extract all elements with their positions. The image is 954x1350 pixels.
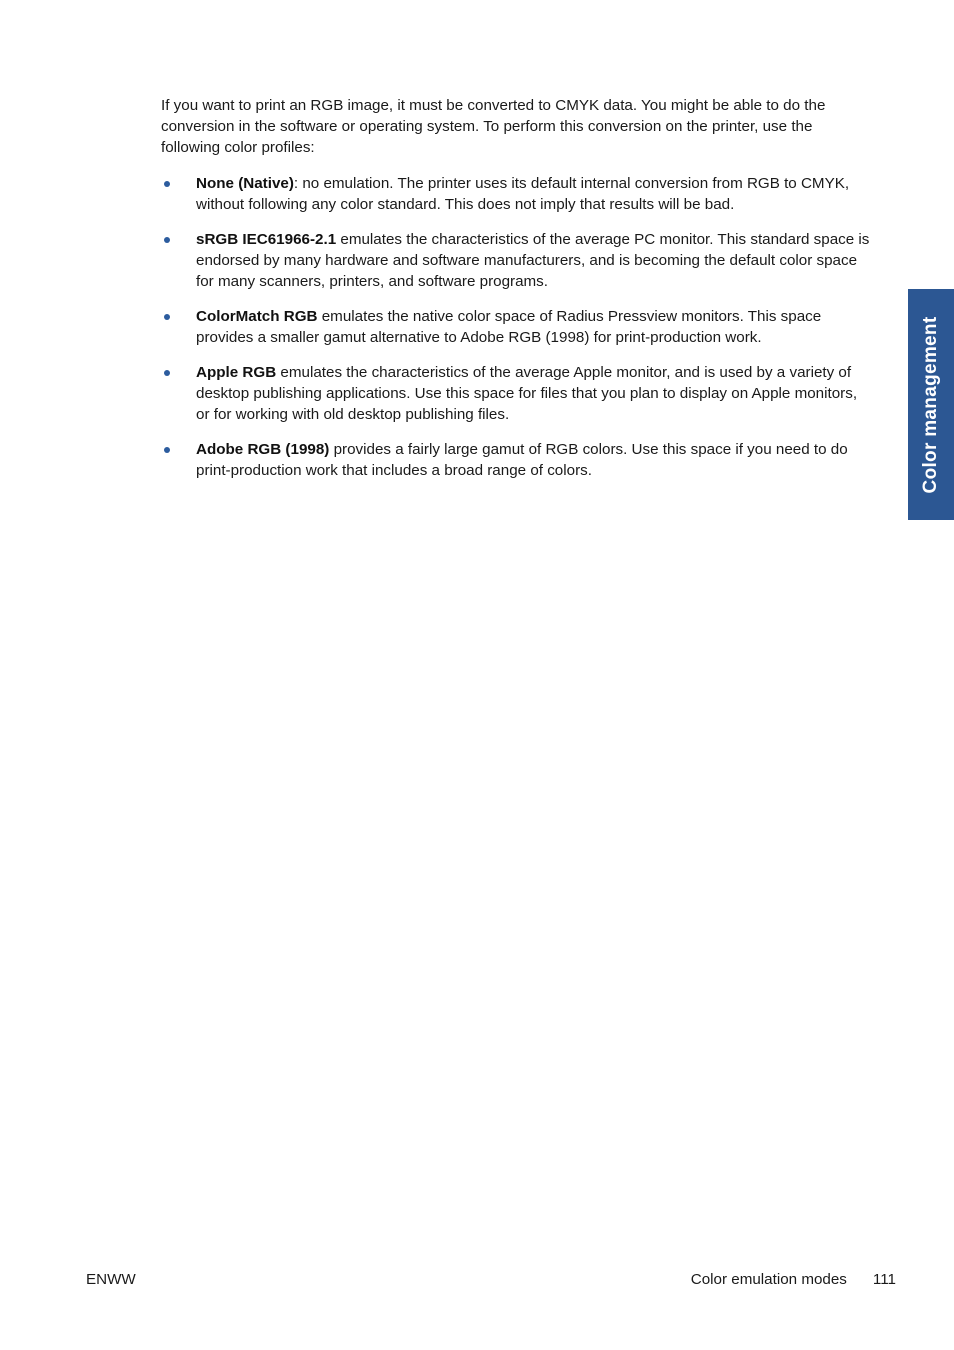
profile-term: Adobe RGB (1998) bbox=[196, 441, 330, 458]
profile-description: emulates the characteristics of the average Apple monitor, and is used by a variety of desktop publishing applications. Use this space for files that you plan to display on Apple monitors, or for working with old desktop publishing files. bbox=[196, 364, 858, 423]
intro-paragraph: If you want to print an RGB image, it must be converted to CMYK data. You might be able to do the conversion in the software or operating system. To perform this conversion on the printer, use the following color profiles: bbox=[161, 97, 826, 156]
profile-term: Apple RGB bbox=[196, 364, 277, 381]
list-item bbox=[161, 306, 873, 348]
list-item bbox=[161, 362, 873, 425]
list-item bbox=[161, 439, 873, 481]
bullet-icon bbox=[164, 314, 170, 320]
list-item bbox=[161, 173, 873, 215]
profile-term: sRGB IEC61966-2.1 bbox=[196, 231, 337, 248]
footer-right bbox=[691, 1270, 896, 1290]
term-separator: : bbox=[293, 175, 303, 192]
list-item bbox=[161, 229, 873, 292]
profile-term: None (Native) bbox=[196, 175, 294, 192]
profile-term: ColorMatch RGB bbox=[196, 308, 318, 325]
bullet-icon bbox=[164, 370, 170, 376]
profile-description: emulates the characteristics of the average PC monitor. This standard space is endorsed by many hardware and software manufacturers, and is becoming the default color space for many scanners, printers, and software programs. bbox=[196, 231, 870, 290]
color-profile-list bbox=[161, 173, 873, 495]
bullet-icon bbox=[164, 237, 170, 243]
profile-description: provides a fairly large gamut of RGB colors. Use this space if you need to do print-production work that includes a broad range of colors. bbox=[196, 441, 848, 479]
bullet-icon bbox=[164, 181, 170, 187]
profile-description: no emulation. The printer uses its default internal conversion from RGB to CMYK, without following any color standard. This does not imply that results will be bad. bbox=[196, 175, 850, 213]
chapter-tab-label: Color management bbox=[920, 316, 941, 493]
profile-description: emulates the native color space of Radius Pressview monitors. This space provides a smaller gamut alternative to Adobe RGB (1998) for print-production work. bbox=[196, 308, 822, 346]
page-number: 111 bbox=[872, 1271, 896, 1288]
footer-section-title: Color emulation modes bbox=[690, 1271, 847, 1288]
chapter-tab bbox=[908, 289, 954, 520]
bullet-icon bbox=[164, 447, 170, 453]
footer-doc-code: ENWW bbox=[86, 1271, 136, 1288]
